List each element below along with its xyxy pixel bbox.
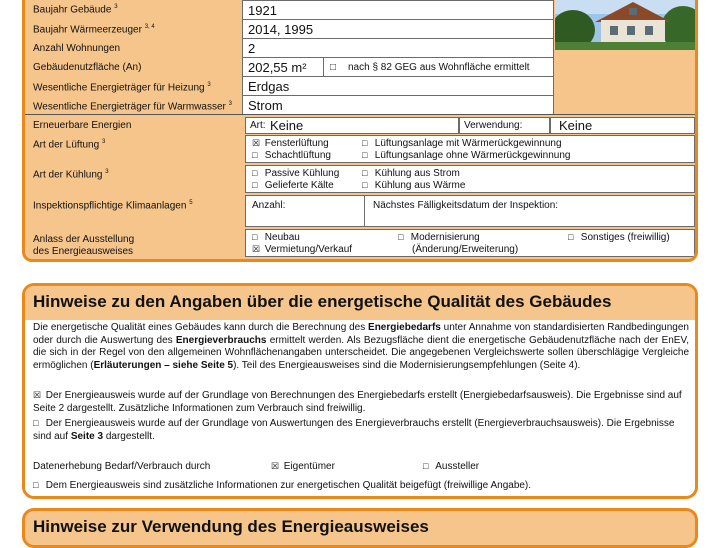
option-verbrauchsausweis[interactable]: □ Der Energieausweis wurde auf der Grundlage von Auswertungen des Energieverbrauchs erstellt (Energieverbrauchsausweis). Die Ergebnisse sind auf Seite 3 dargestellt.	[33, 418, 675, 442]
energie-warmwasser-label: Wesentliche Energieträger für Warmwasser $^3$	[33, 101, 232, 113]
erneuerbare-label: Erneuerbare Energien	[33, 120, 132, 131]
hinweise-qualitaet-panel	[22, 283, 698, 499]
erneuerbare-verwendung-field	[459, 117, 550, 134]
kuehlung-options	[245, 165, 695, 193]
nutzflaeche-checkbox[interactable]: □	[330, 62, 337, 73]
hinweise-verwendung-panel	[22, 508, 698, 548]
building-photo	[555, 0, 698, 50]
lueftung-label: Art der Lüftung $^3$	[33, 139, 106, 151]
anzahl-wohnungen-field	[242, 38, 554, 58]
lueftung-option-ohne-wrg[interactable]: □ Lüftungsanlage ohne Wärmerückgewinnung	[362, 150, 571, 161]
baujahr-waermeerzeuger-label: Baujahr Wärmeerzeuger $^{3, 4}$	[33, 24, 155, 36]
energie-warmwasser-value: Strom	[248, 98, 283, 113]
kuehlung-option-strom[interactable]: □ Kühlung aus Strom	[362, 168, 460, 179]
option-zusatzinfo[interactable]: □ Dem Energieausweis sind zusätzliche Informationen zur energetischen Qualität beigefügt (freiwillige Angabe).	[33, 480, 532, 491]
section-title-qualitaet: Hinweise zu den Angaben über die energetische Qualität des Gebäudes	[25, 286, 695, 320]
energie-warmwasser-field	[242, 95, 554, 115]
klimaanlagen-label: Inspektionspflichtige Klimaanlagen $^5$	[33, 200, 193, 212]
erneuerbare-verwendung-value: Keine	[559, 118, 593, 133]
nutzflaeche-checkbox-label: nach § 82 GEG aus Wohnfläche ermittelt	[348, 62, 530, 73]
bedarfsausweis-text: Der Energieausweis wurde auf der Grundlage von Berechnungen des Energiebedarfs erstellt (Energiebedarfsausweis). Die Ergebnisse sind auf Seite 2 dargestellt. Zusätzliche Informationen zum Verbrauch sind freiwillig.	[33, 390, 682, 414]
anlass-option-modernisierung[interactable]: □ Modernisierung	[398, 232, 480, 243]
anlass-option-sonstiges[interactable]: □ Sonstiges (freiwillig)	[568, 232, 670, 243]
qualitaet-intro-text: Die energetische Qualität eines Gebäudes kann durch die Berechnung des Energiebedarfs unter Annahme von standardisierten Randbedingungen oder durch die Auswertung des Energieverbrauchs ermittelt werden. Als Bezugsfläche dient die energetische Gebäudenutzfläche nach der EnEV, die sich in der Regel von den allgemeinen Wohnflächenangaben unterscheidet. Die angegebenen Vergleichswerte sollen überschlägige Vergleiche ermöglichen (Erläuterungen – siehe Seite 5). Teil des Energieausweises sind die Modernisierungsempfehlungen (Seite 4).	[33, 322, 689, 371]
section-title-verwendung: Hinweise zur Verwendung des Energieausweises	[33, 517, 429, 536]
erhebung-label: Datenerhebung Bedarf/Verbrauch durch	[33, 461, 211, 472]
klimaanlagen-faellig-field	[364, 195, 695, 227]
lueftung-option-mit-wrg[interactable]: □ Lüftungsanlage mit Wärmerückgewinnung	[362, 138, 562, 149]
building-data-panel	[22, 0, 698, 262]
nutzflaeche-field	[242, 57, 324, 77]
anzahl-wohnungen-label: Anzahl Wohnungen	[33, 43, 121, 54]
energie-heizung-label: Wesentliche Energieträger für Heizung $^3$	[33, 82, 211, 94]
kuehlung-option-waerme[interactable]: □ Kühlung aus Wärme	[362, 180, 466, 191]
anlass-option-neubau[interactable]: □ Neubau	[252, 232, 300, 243]
option-bedarfsausweis[interactable]	[33, 389, 689, 415]
baujahr-waermeerzeuger-field	[242, 19, 554, 39]
lueftung-options	[245, 135, 695, 163]
nutzflaeche-option[interactable]	[323, 57, 554, 77]
anlass-label: Anlass der Ausstellung des Energieausweises	[33, 234, 135, 257]
erneuerbare-verwendung-label: Verwendung:	[464, 120, 523, 131]
erhebung-option-eigentuemer[interactable]: ☒ Eigentümer	[271, 461, 335, 472]
erhebung-option-aussteller[interactable]: □ Aussteller	[423, 461, 480, 472]
baujahr-waermeerzeuger-value: 2014, 1995	[248, 22, 314, 37]
energie-heizung-field	[242, 76, 554, 96]
anlass-option-vermietung[interactable]: ☒ Vermietung/Verkauf	[252, 244, 353, 255]
erneuerbare-art-label: Art:	[250, 120, 266, 131]
baujahr-gebaeude-value: 1921	[248, 3, 277, 18]
klimaanlagen-anzahl-label: Anzahl:	[252, 200, 286, 211]
erneuerbare-art-field	[245, 117, 459, 134]
verbrauchsausweis-checkbox[interactable]: □	[33, 418, 39, 428]
lueftung-option-fenster[interactable]: ☒ Fensterlüftung	[252, 138, 329, 149]
erneuerbare-art-value: Keine	[270, 118, 304, 133]
baujahr-gebaeude-field	[242, 0, 554, 20]
energie-heizung-value: Erdgas	[248, 79, 290, 94]
anlass-option-modernisierung-sub: (Änderung/Erweiterung)	[412, 244, 519, 255]
anzahl-wohnungen-value: 2	[248, 41, 256, 56]
kuehlung-option-passiv[interactable]: □ Passive Kühlung	[252, 168, 340, 179]
lueftung-option-schacht[interactable]: □ Schachtlüftung	[252, 150, 331, 161]
nutzflaeche-value: 202,55 m²	[248, 60, 307, 75]
anlass-options	[245, 229, 695, 257]
klimaanlagen-anzahl-field	[245, 195, 365, 227]
kuehlung-option-kaelte[interactable]: □ Gelieferte Kälte	[252, 180, 334, 191]
kuehlung-label: Art der Kühlung $^3$	[33, 169, 109, 181]
nutzflaeche-label: Gebäudenutzfläche (An)	[33, 62, 142, 73]
klimaanlagen-faellig-label: Nächstes Fälligkeitsdatum der Inspektion:	[373, 200, 559, 211]
baujahr-gebaeude-label: Baujahr Gebäude $^3$	[33, 4, 118, 16]
erneuerbare-verwendung-value-field	[550, 117, 695, 134]
bedarfsausweis-checkbox[interactable]: ☒	[33, 390, 42, 400]
